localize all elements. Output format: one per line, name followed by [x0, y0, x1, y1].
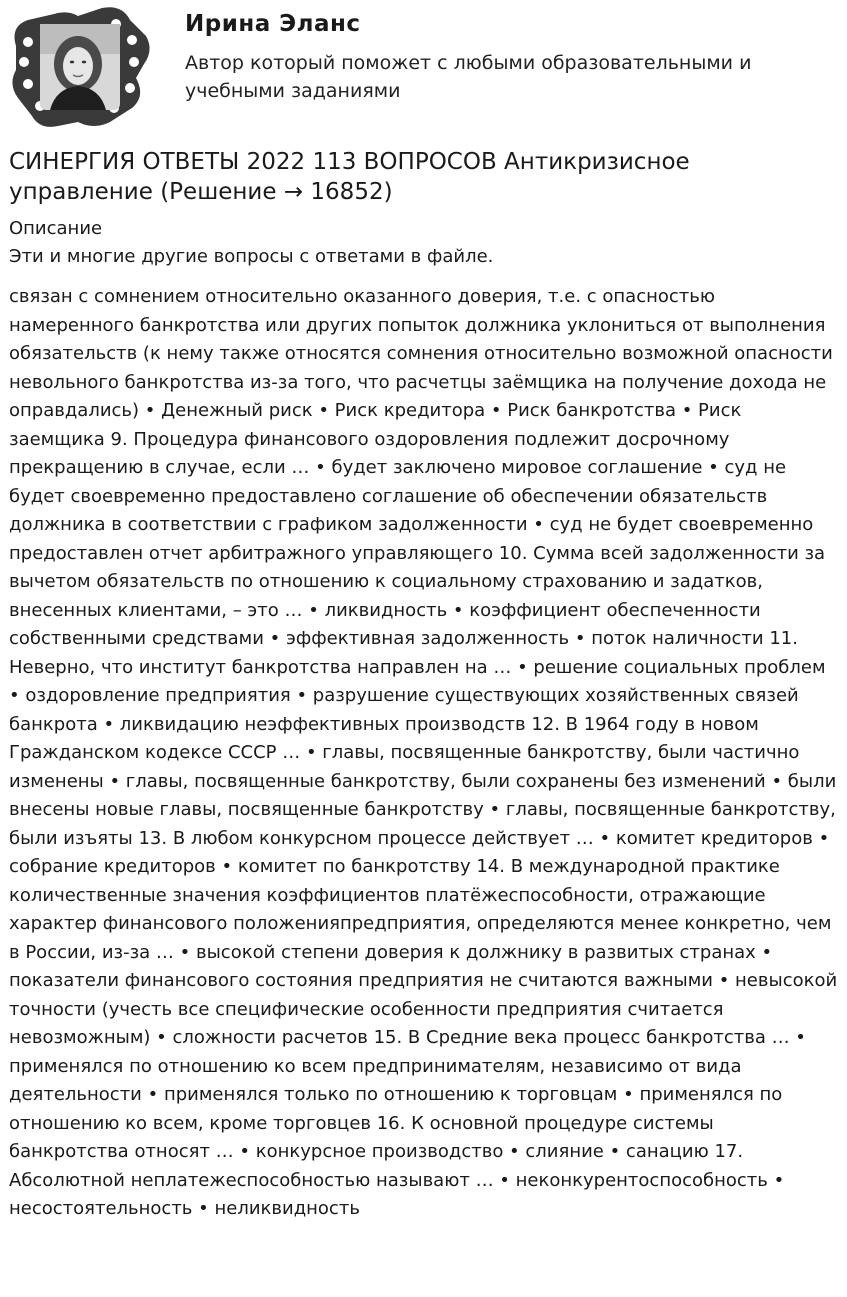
- description-label: Описание: [9, 218, 103, 239]
- description-short: Эти и многие другие вопросы с ответами в файле.: [9, 246, 494, 267]
- author-name[interactable]: Ирина Эланс: [185, 11, 361, 37]
- author-header: [0, 0, 847, 130]
- document-body: связан с сомнением относительно оказанного доверия, т.е. с опасностью намеренного банкротства или других попыток должника уклониться от выполнения обязательств (к нему также относятся сомнения относительно возможной опасности невольного банкротства из-за того, что расчетцы заёмщика на получение дохода не оправдались) • Денежный риск • Риск кредитора • Риск банкротства • Риск заемщика 9. Процедура финансового оздоровления подлежит досрочному прекращению в случае, если … • будет заключено мировое соглашение • суд не будет своевременно предоставлено соглашение об обеспечении обязательств должника в соответствии с графиком задолженности • суд не будет своевременно предоставлен отчет арбитражного управляющего 10. Сумма всей задолженности за вычетом обязательств по отношению к социальному страхованию и задатков, внесенных клиентами, – это … • ликвидность • коэффициент обеспеченности собственными средствами • эффективная задолженность • поток наличности 11. Неверно, что институт банкротства направлен на … • решение социальных проблем • оздоровление предприятия • разрушение существующих хозяйственных связей банкрота • ликвидацию неэффективных производств 12. В 1964 году в новом Гражданском кодексе СССР … • главы, посвященные банкротству, были частично изменены • главы, посвященные банкротству, были сохранены без изменений • были внесены новые главы, посвященные банкротству • главы, посвященные банкротству, были изъяты 13. В любом конкурсном процессе действует … • комитет кредиторов • собрание кредиторов • комитет по банкротству 14. В международной практике количественные значения коэффициентов платёжеспособности, отражающие характер финансового положенияпредприятия, определяются менее конкретно, чем в России, из-за … • высокой степени доверия к должнику в развитых странах • показатели финансового состояния предприятия не считаются важными • невысокой точности (учесть все специфические особенности предприятия считается невозможным) • сложности расчетов 15. В Средние века процесс банкротства … • применялся по отношению ко всем предпринимателям, независимо от вида деятельности • применялся только по отношению к торговцам • применялся по отношению ко всем, кроме торговцев 16. К основной процедуре системы банкротства относят … • конкурсное производство • слияние • санацию 17. Абсолютной неплатежеспособностью называют … • неконкурентоспособность • несостоятельность • неликвидность: [9, 286, 838, 1219]
- author-description: Автор который поможет с любыми образовательными и учебными заданиями: [185, 52, 752, 102]
- avatar-film-frame-icon: [6, 6, 152, 128]
- avatar[interactable]: [6, 6, 152, 128]
- document-title: СИНЕРГИЯ ОТВЕТЫ 2022 113 ВОПРОСОВ Антикризисное управление (Решение → 16852): [9, 149, 690, 205]
